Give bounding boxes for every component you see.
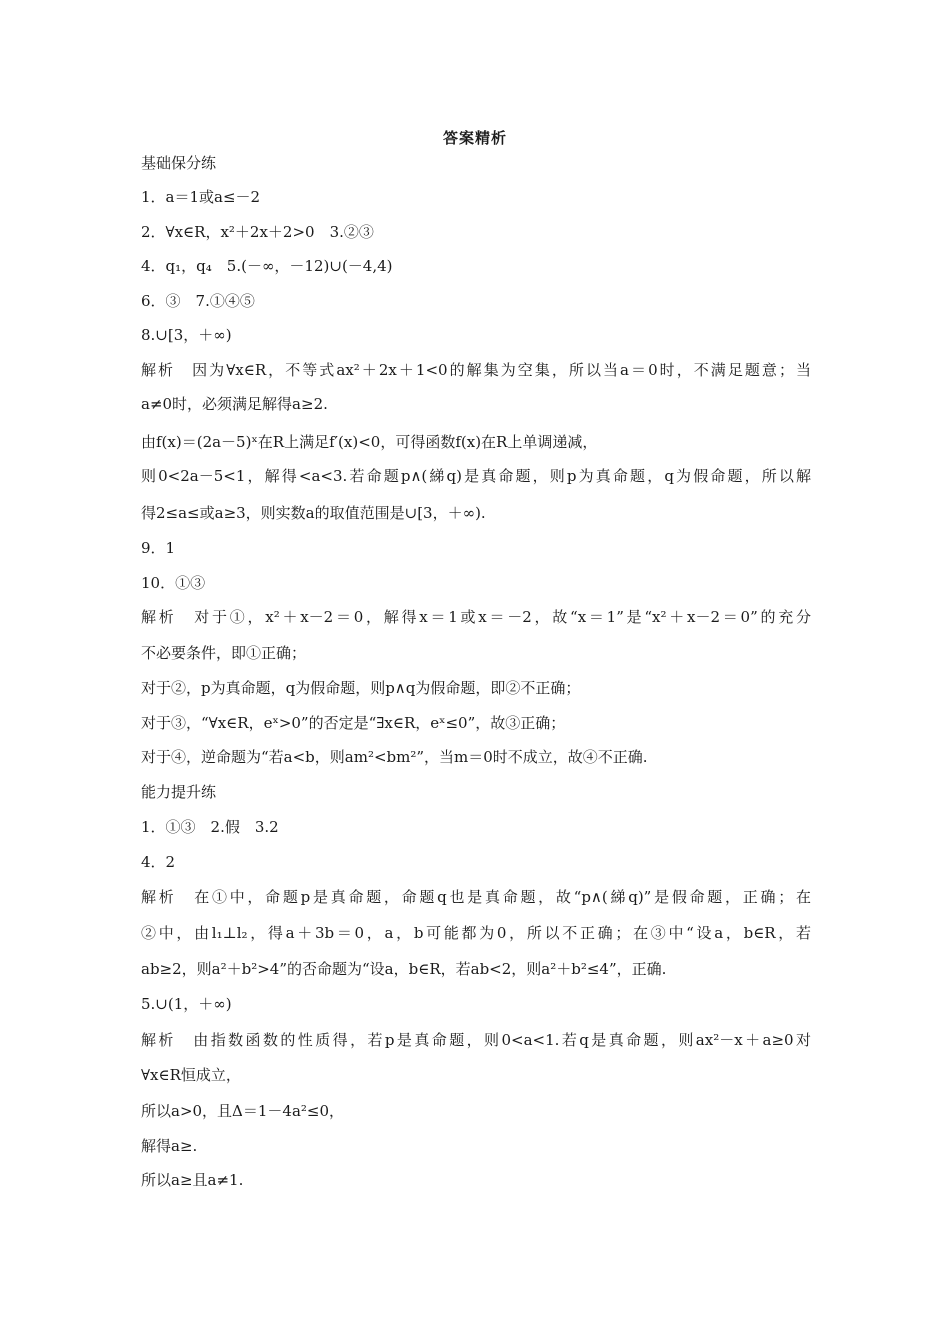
answer-line: 6．③ 7.①④⑤ bbox=[141, 292, 255, 310]
analysis-line: 解析 在①中，命题p是真命题，命题q也是真命题，故“p∧(綈q)”是假命题，正确；在 bbox=[141, 888, 811, 906]
analysis-line: a≠0时，必须满足解得a≥2. bbox=[141, 395, 328, 413]
analysis-line: ∀x∈R恒成立， bbox=[141, 1066, 241, 1084]
answer-line: 8.∪[3，＋∞) bbox=[141, 326, 232, 344]
analysis-line: 解析 对于①，x²＋x－2＝0，解得x＝1或x＝－2，故“x＝1”是“x²＋x－2＝0”的充分 bbox=[141, 608, 811, 626]
page-title: 答案精析 bbox=[442, 129, 507, 147]
answer-line: 9．1 bbox=[141, 539, 176, 557]
section-heading-basic: 基础保分练 bbox=[141, 154, 217, 172]
analysis-line: 由f(x)＝(2a－5)ˣ在R上满足f′(x)<0，可得函数f(x)在R上单调递减， bbox=[141, 433, 598, 451]
analysis-line: 所以a>0，且Δ＝1－4a²≤0， bbox=[141, 1102, 345, 1120]
answer-line: 5.∪(1，＋∞) bbox=[141, 995, 232, 1013]
answer-line: 1．①③ 2.假 3.2 bbox=[141, 818, 279, 836]
analysis-line: 对于④，逆命题为“若a<b，则am²<bm²”，当m＝0时不成立，故④不正确. bbox=[141, 748, 648, 766]
answer-line: 4．q₁，q₄ 5.(－∞，－12)∪(－4,4) bbox=[141, 257, 393, 275]
analysis-line: ②中，由l₁⊥l₂，得a＋3b＝0，a，b可能都为0，所以不正确；在③中“设a，b∈R，若 bbox=[141, 924, 811, 942]
analysis-line: 对于③，“∀x∈R，eˣ>0”的否定是“∃x∈R，eˣ≤0”，故③正确； bbox=[141, 714, 566, 732]
answer-line: 4．2 bbox=[141, 853, 176, 871]
analysis-line: 解得a≥. bbox=[141, 1137, 198, 1155]
analysis-line: 解析 因为∀x∈R，不等式ax²＋2x＋1<0的解集为空集，所以当a＝0时，不满足题意；当 bbox=[141, 361, 811, 379]
section-heading-advanced: 能力提升练 bbox=[141, 783, 217, 801]
analysis-line: 解析 由指数函数的性质得，若p是真命题，则0<a<1.若q是真命题，则ax²－x＋a≥0对 bbox=[141, 1031, 811, 1049]
analysis-line: 得2≤a≤或a≥3，则实数a的取值范围是∪[3，＋∞). bbox=[141, 504, 486, 522]
analysis-line: ab≥2，则a²＋b²>4”的否命题为“设a，b∈R，若ab<2，则a²＋b²≤4”，正确. bbox=[141, 960, 667, 978]
answer-line: 2．∀x∈R，x²＋2x＋2>0 3.②③ bbox=[141, 223, 374, 241]
analysis-line: 则0<2a－5<1，解得<a<3.若命题p∧(綈q)是真命题，则p为真命题，q为假命题，所以解 bbox=[141, 467, 811, 485]
analysis-line: 所以a≥且a≠1. bbox=[141, 1171, 244, 1189]
answer-line: 10．①③ bbox=[141, 574, 206, 592]
analysis-line: 不必要条件，即①正确； bbox=[141, 644, 307, 662]
analysis-line: 对于②，p为真命题，q为假命题，则p∧q为假命题，即②不正确； bbox=[141, 679, 581, 697]
answer-line: 1．a＝1或a≤－2 bbox=[141, 188, 261, 206]
